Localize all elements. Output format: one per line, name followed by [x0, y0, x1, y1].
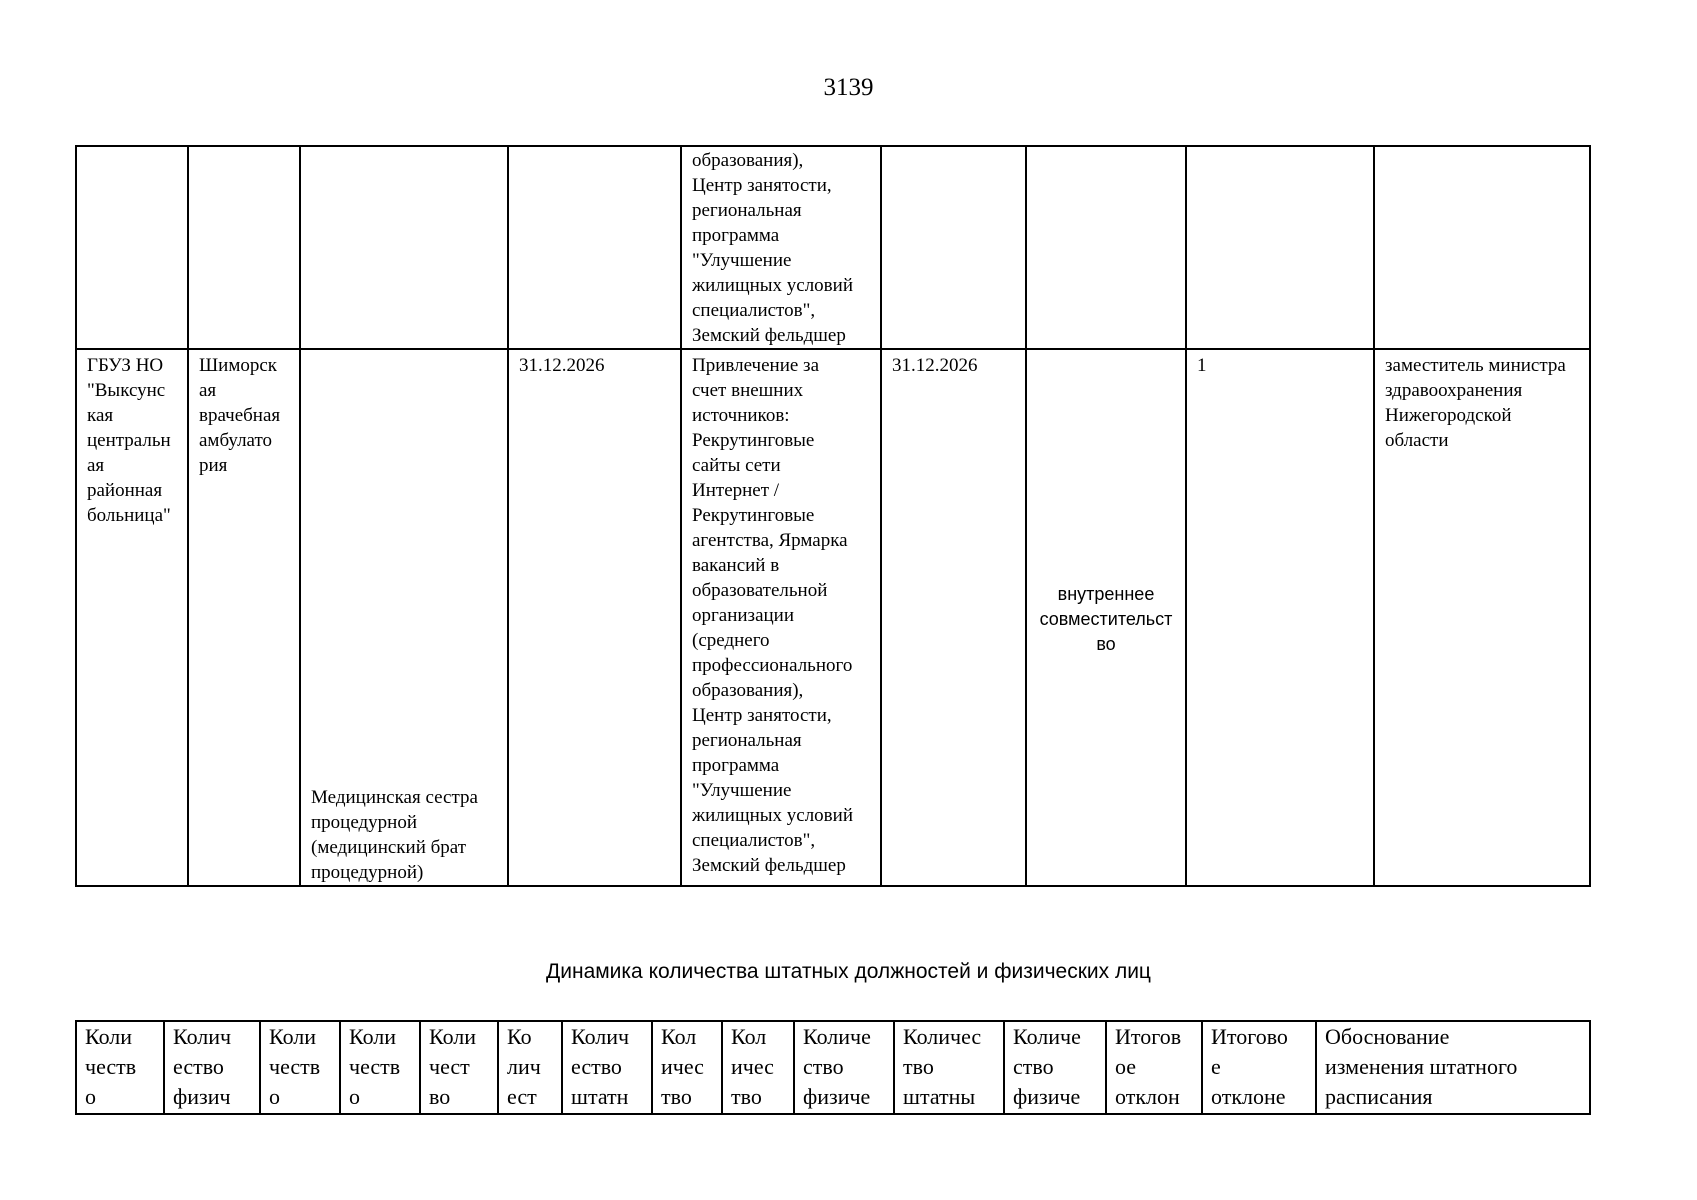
organization-text: ГБУЗ НО "Выксунс кая центральн ая районная больница": [87, 355, 171, 526]
table-cell: [1186, 349, 1374, 886]
table-cell: [76, 146, 188, 349]
table-cell: [508, 349, 681, 886]
table-cell: [681, 146, 881, 349]
column-header: Итогово е отклоне: [1202, 1021, 1316, 1114]
table-cell: [188, 349, 300, 886]
table-cell: [76, 349, 188, 886]
column-header: Количес тво штатны: [894, 1021, 1004, 1114]
column-header: Итогов ое отклон: [1106, 1021, 1202, 1114]
position-text: Медицинская сестра процедурной (медицинский брат процедурной): [311, 787, 478, 883]
column-header: Коли честв о: [76, 1021, 164, 1114]
count-text: 1: [1197, 355, 1207, 376]
responsible-text: заместитель министра здравоохранения Нижегородской области: [1385, 355, 1566, 451]
measures-continued-text: образования), Центр занятости, региональная программа "Улучшение жилищных условий специалистов", Земский фельдшер: [692, 150, 853, 346]
table-cell: [681, 349, 881, 886]
table-cell: [188, 146, 300, 349]
table-cell: [300, 146, 508, 349]
date-text: 31.12.2026: [519, 355, 605, 376]
table-cell: [300, 349, 508, 886]
column-header: Обоснование изменения штатного расписания: [1316, 1021, 1590, 1114]
table-cell: [881, 349, 1026, 886]
measures-table: [75, 145, 1591, 887]
column-header: Кол ичес тво: [652, 1021, 722, 1114]
dynamics-table: [75, 1020, 1591, 1115]
column-header: Кол ичес тво: [722, 1021, 794, 1114]
measures-text: Привлечение за счет внешних источников: Рекрутинговые сайты сети Интернет / Рекрутинговые агентства, Ярмарка вакансий в образовательной организации (среднего профессионального образования), Центр занятости, региональная программа "Улучшение жилищных условий специалистов", Земский фельдшер: [692, 355, 853, 876]
table-cell: [1026, 146, 1186, 349]
column-header: Ко лич ест: [498, 1021, 562, 1114]
column-header: Коли честв о: [260, 1021, 340, 1114]
column-header: Коли честв о: [340, 1021, 420, 1114]
section-title: Динамика количества штатных должностей и физических лиц: [546, 960, 1151, 983]
table-cell: [1374, 146, 1590, 349]
column-header: Количе ство физиче: [1004, 1021, 1106, 1114]
date-text: 31.12.2026: [892, 355, 978, 376]
column-header: Колич ество штатн: [562, 1021, 652, 1114]
table-row: [76, 349, 1590, 886]
table-cell: [1026, 349, 1186, 886]
employment-form-text: внутреннее совместительст во: [1039, 583, 1173, 654]
column-header: Колич ество физич: [164, 1021, 260, 1114]
unit-text: Шиморск ая врачебная амбулато рия: [199, 355, 281, 476]
column-header: Количе ство физиче: [794, 1021, 894, 1114]
table-cell: [1186, 146, 1374, 349]
table-cell: [1374, 349, 1590, 886]
table-cell: [881, 146, 1026, 349]
table-header-row: [76, 1021, 1590, 1114]
table-cell: [508, 146, 681, 349]
page-number: 3139: [823, 74, 874, 101]
column-header: Коли чест во: [420, 1021, 498, 1114]
table-row: [76, 146, 1590, 349]
